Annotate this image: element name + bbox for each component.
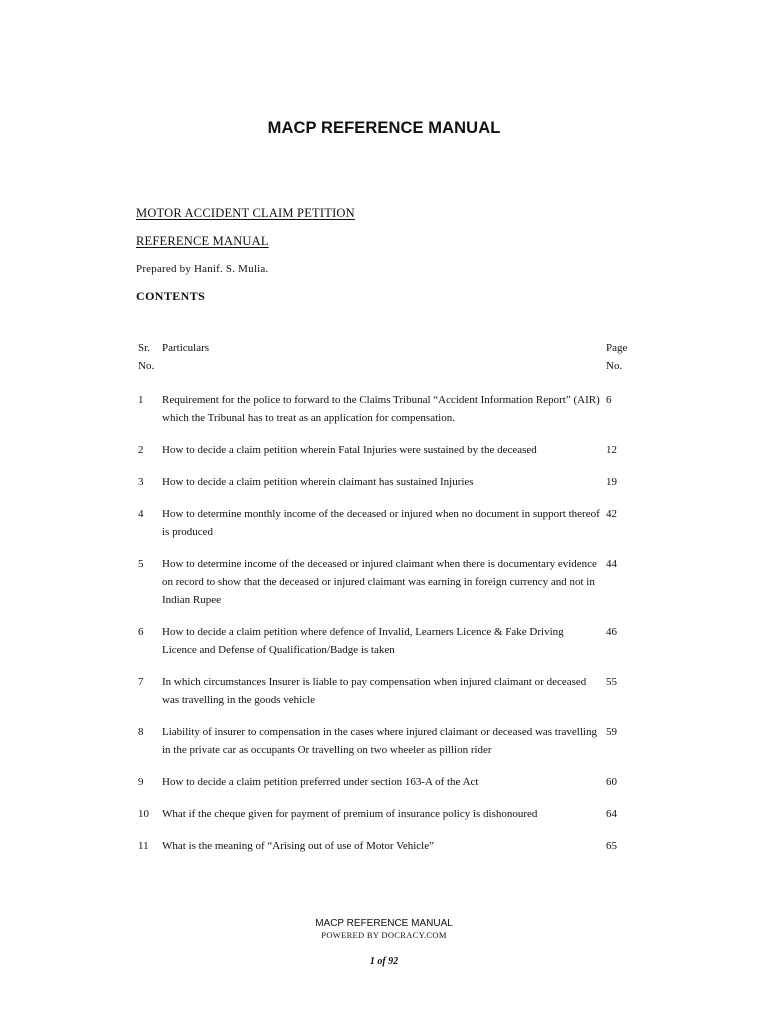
table-row	[138, 673, 638, 709]
contents-table	[138, 339, 638, 855]
row-page: 64	[606, 808, 617, 820]
header-page	[606, 339, 640, 375]
row-sr: 6	[138, 626, 144, 638]
row-sr: 7	[138, 676, 144, 688]
header-particulars: Particulars	[162, 342, 210, 354]
row-sr: 9	[138, 776, 144, 788]
header-page-bottom: No.	[606, 360, 623, 372]
row-page: 60	[606, 776, 617, 788]
table-row	[138, 441, 638, 459]
subtitle-reference-manual: REFERENCE MANUAL	[136, 234, 269, 248]
row-sr: 1	[138, 394, 144, 406]
row-page: 59	[606, 726, 617, 738]
header-page-top: Page	[606, 342, 628, 354]
table-row	[138, 837, 638, 855]
subtitle-claim-petition: MOTOR ACCIDENT CLAIM PETITION	[136, 206, 355, 220]
row-page: 46	[606, 626, 617, 638]
header-sr-top: Sr.	[138, 342, 150, 354]
header-sr	[138, 339, 162, 375]
document-title: MACP REFERENCE MANUAL	[267, 119, 501, 137]
row-sr: 4	[138, 508, 144, 520]
row-particulars: How to decide a claim petition preferred under section 163-A of the Act	[162, 776, 479, 788]
header-sr-bottom: No.	[138, 360, 155, 372]
row-particulars: Liability of insurer to compensation in the cases where injured claimant or deceased was travelling in the private car as occupants Or travelling on two wheeler as pillion rider	[162, 726, 597, 756]
row-page: 6	[606, 394, 612, 406]
row-particulars: How to determine monthly income of the deceased or injured when no document in support thereof is produced	[162, 508, 600, 538]
row-page: 42	[606, 508, 617, 520]
row-particulars: How to decide a claim petition wherein claimant has sustained Injuries	[162, 476, 474, 488]
table-row	[138, 723, 638, 759]
table-row	[138, 773, 638, 791]
row-sr: 11	[138, 840, 149, 852]
row-page: 55	[606, 676, 617, 688]
prepared-by: Prepared by Hanif. S. Mulia.	[136, 263, 269, 275]
row-sr: 8	[138, 726, 144, 738]
footer-powered-by: POWERED BY DOCRACY.COM	[321, 930, 447, 940]
row-sr: 5	[138, 558, 144, 570]
row-page: 19	[606, 476, 617, 488]
row-page: 65	[606, 840, 617, 852]
contents-heading: CONTENTS	[136, 289, 206, 303]
row-sr: 10	[138, 808, 149, 820]
row-page: 44	[606, 558, 617, 570]
row-sr: 3	[138, 476, 144, 488]
table-rows	[138, 391, 638, 855]
table-header	[138, 339, 638, 375]
table-row	[138, 555, 638, 609]
table-row	[138, 805, 638, 823]
row-particulars: What is the meaning of “Arising out of use of Motor Vehicle”	[162, 840, 434, 852]
row-page: 12	[606, 444, 617, 456]
row-particulars: What if the cheque given for payment of premium of insurance policy is dishonoured	[162, 808, 538, 820]
table-row	[138, 623, 638, 659]
row-particulars: How to determine income of the deceased or injured claimant when there is documentary evidence on record to show that the deceased or injured claimant was earning in foreign currency and not in Indian Rupee	[162, 558, 597, 606]
table-row	[138, 505, 638, 541]
table-row	[138, 391, 638, 427]
row-particulars: How to decide a claim petition where defence of Invalid, Learners Licence & Fake Driving Licence and Defense of Qualification/Badge is taken	[162, 626, 564, 656]
footer-title: MACP REFERENCE MANUAL	[315, 918, 453, 929]
row-particulars: In which circumstances Insurer is liable to pay compensation when injured claimant or deceased was travelling in the goods vehicle	[162, 676, 587, 706]
row-sr: 2	[138, 444, 144, 456]
table-row	[138, 473, 638, 491]
row-particulars: Requirement for the police to forward to the Claims Tribunal “Accident Information Report” (AIR) which the Tribunal has to treat as an application for compensation.	[162, 394, 600, 424]
page-number: 1 of 92	[369, 956, 399, 967]
row-particulars: How to decide a claim petition wherein Fatal Injuries were sustained by the deceased	[162, 444, 537, 456]
